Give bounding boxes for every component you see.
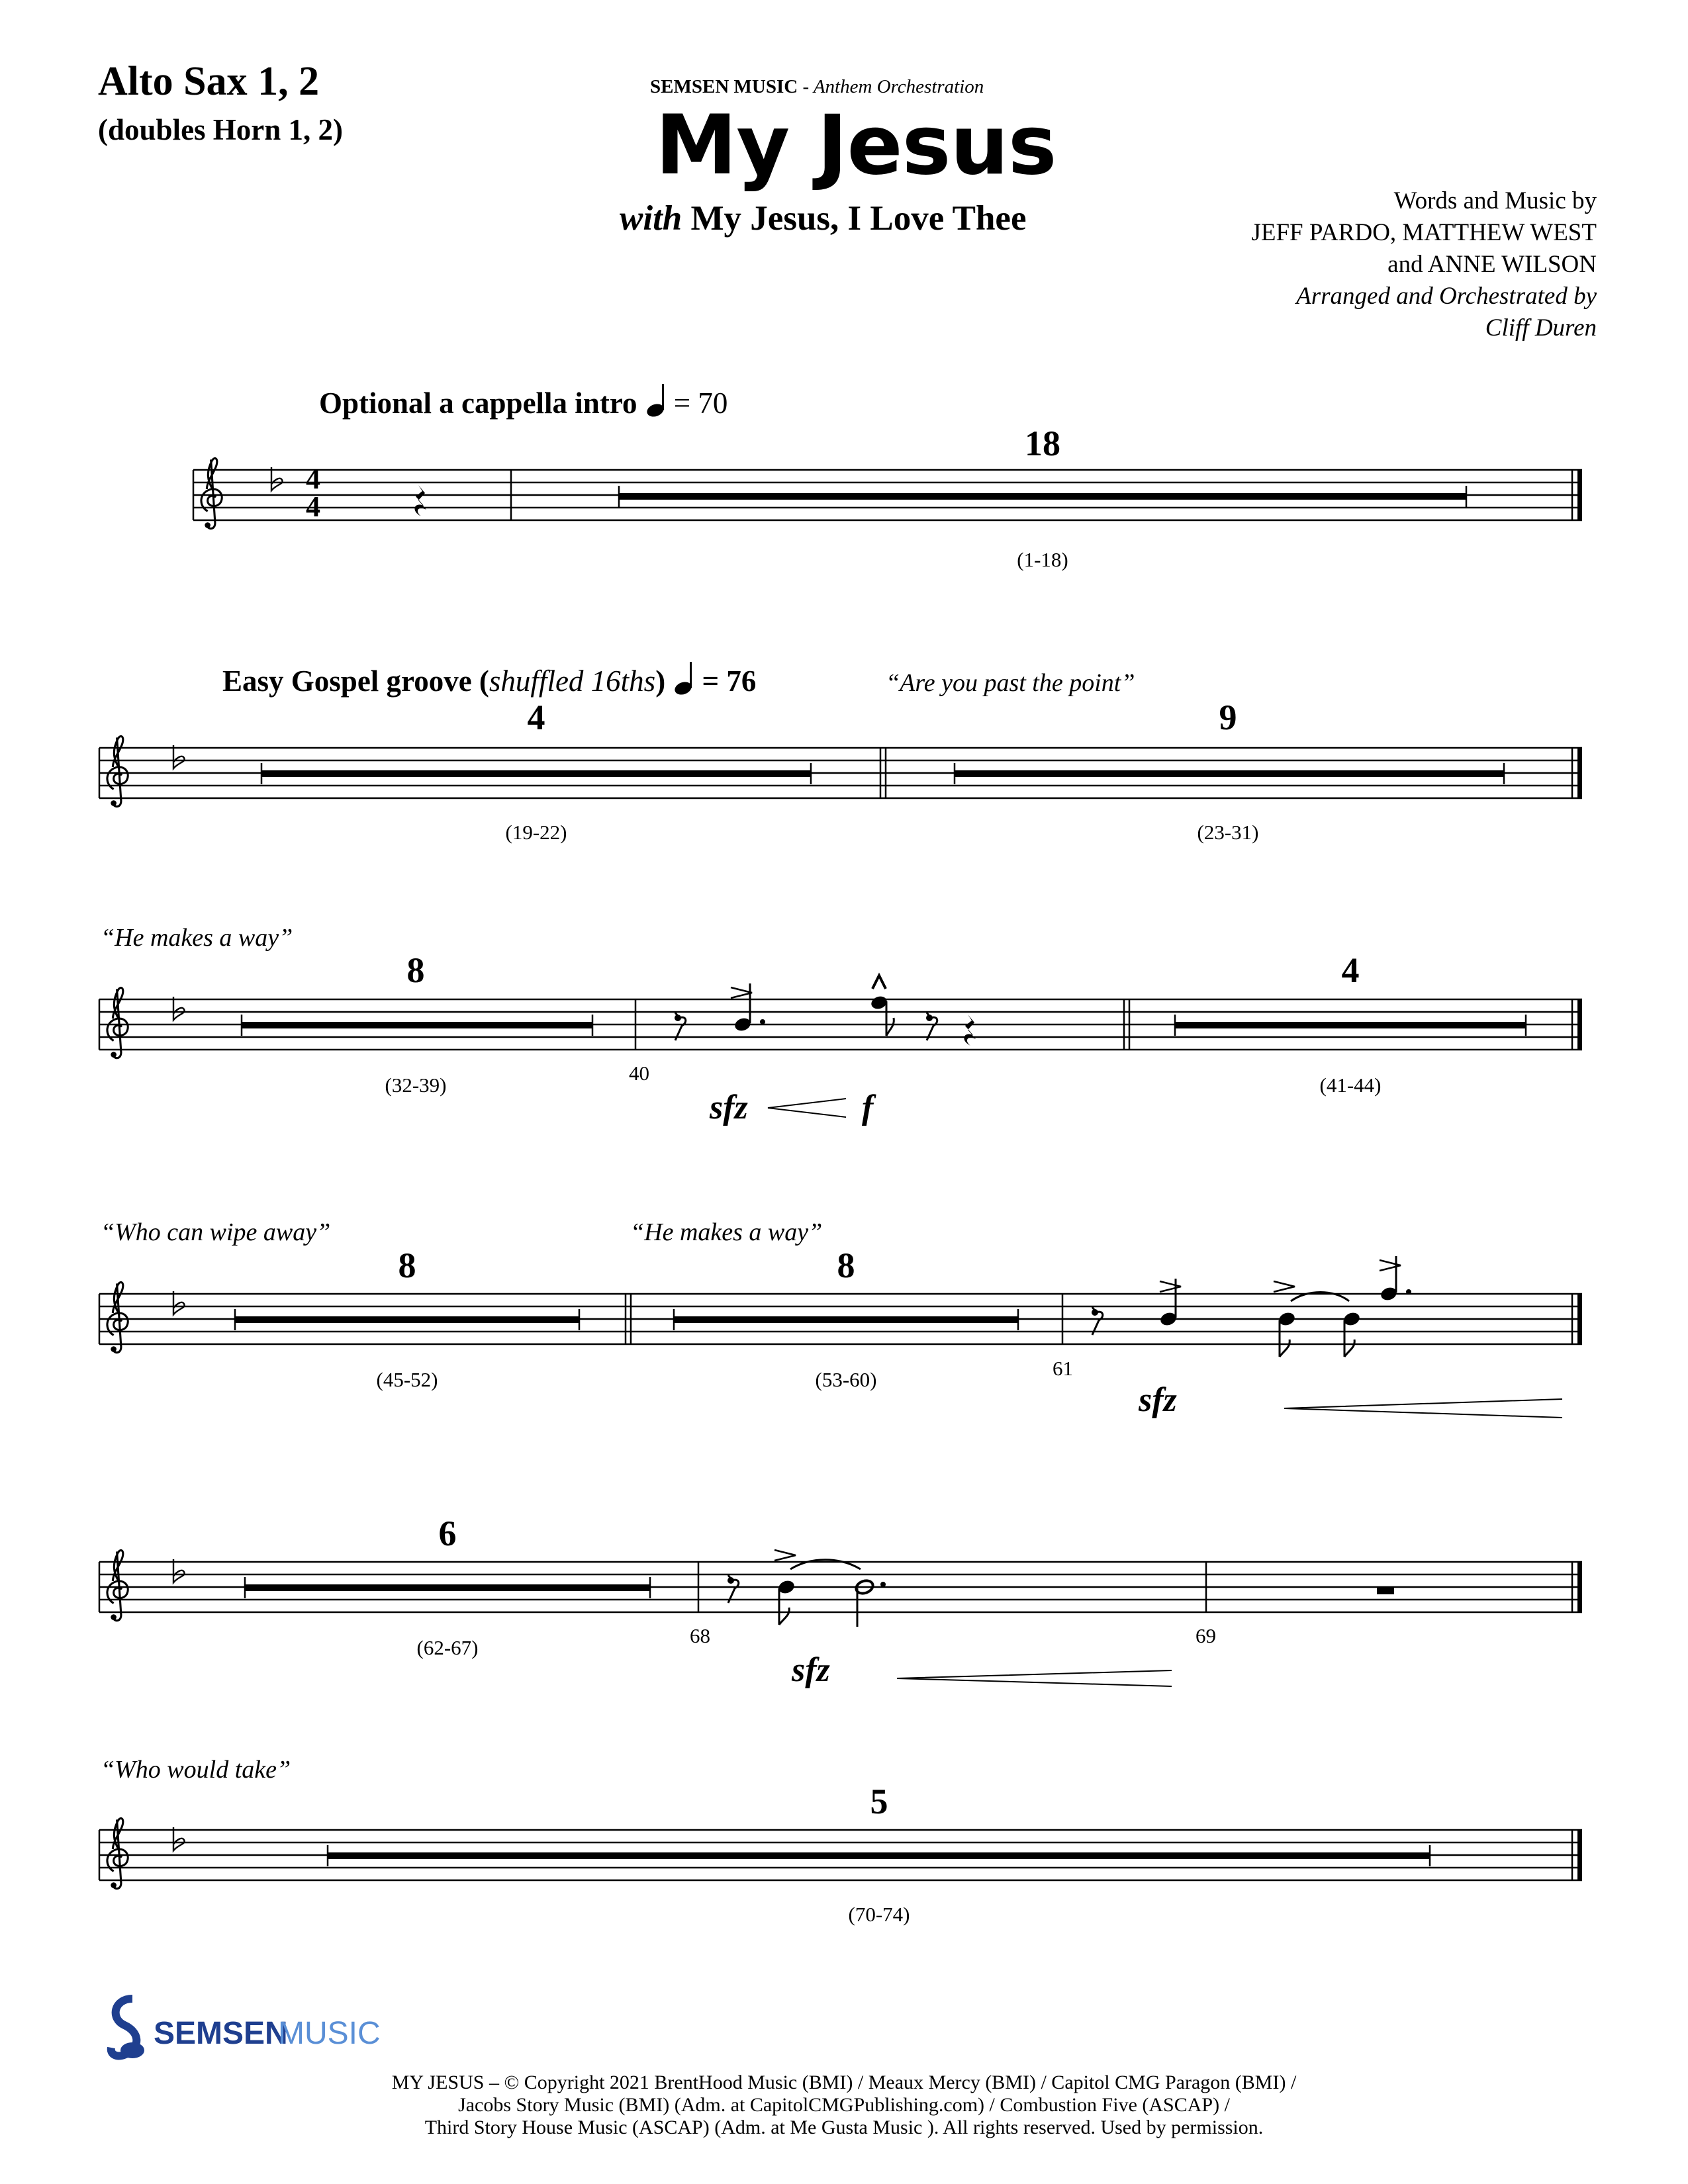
- rest-count: 4: [1341, 950, 1360, 990]
- rest-range: (19-22): [505, 821, 567, 844]
- copyright-notice: [0, 2071, 1688, 2139]
- multi-measure-rest: [235, 1316, 579, 1323]
- lyric-cue: “Are you past the point”: [886, 669, 1135, 697]
- multi-measure-rest: [674, 1316, 1018, 1323]
- measure-number: 68: [690, 1624, 710, 1647]
- rest-range: (45-52): [376, 1368, 438, 1391]
- measure-number: 61: [1053, 1357, 1073, 1380]
- tempo-groove-italic: shuffled 16ths: [489, 664, 656, 698]
- dynamic-marking: sfz: [1139, 1381, 1177, 1419]
- staff-system-6: [99, 1782, 1582, 1926]
- whole-rest: [1377, 1587, 1394, 1594]
- tempo-intro-bpm: = 70: [673, 387, 728, 420]
- rest-range: (62-67): [416, 1636, 479, 1659]
- semsen-music-logo: [111, 1999, 381, 2058]
- copyright-line: MY JESUS – © Copyright 2021 BrentHood Music (BMI) / Meaux Mercy (BMI) / Capitol CMG Paragon (BMI) /: [391, 2071, 1297, 2093]
- copyright-line: Third Story House Music (ASCAP) (Adm. at Me Gusta Music ). All rights reserved. Used by permission.: [424, 2116, 1264, 2138]
- multi-measure-rest: [619, 493, 1466, 500]
- staff-system-1: [193, 424, 1582, 571]
- staff-system-5: [99, 1514, 1582, 1689]
- multi-measure-rest: [1175, 1022, 1526, 1028]
- rest-count: 18: [1025, 424, 1060, 463]
- rest-range: (1-18): [1017, 548, 1068, 571]
- credits-arranger-label: Arranged and Orchestrated by: [1296, 283, 1597, 310]
- staff-system-4: [99, 1246, 1582, 1419]
- credits-arranger: Cliff Duren: [1485, 314, 1597, 341]
- accent-icon: [774, 1550, 796, 1561]
- lyric-cue: “Who can wipe away”: [101, 1218, 331, 1246]
- time-signature-top: 4: [306, 463, 320, 495]
- logo-text-semsen: SEMSEN: [154, 2016, 288, 2051]
- part-doubles: (doubles Horn 1, 2): [98, 113, 344, 146]
- marcato-icon: [872, 976, 886, 989]
- dynamic-marking: sfz: [710, 1089, 748, 1126]
- measure-number: 69: [1196, 1624, 1216, 1647]
- multi-measure-rest: [245, 1584, 650, 1591]
- quarter-rest: [964, 1015, 976, 1046]
- measure-number: 40: [629, 1062, 649, 1085]
- multi-measure-rest: [328, 1852, 1430, 1859]
- rest-count: 5: [870, 1782, 888, 1821]
- staff-system-3: [99, 950, 1582, 1126]
- publisher-series: - Anthem Orchestration: [802, 76, 984, 97]
- subtitle-text: My Jesus, I Love Thee: [690, 199, 1027, 238]
- rest-range: (53-60): [815, 1368, 877, 1391]
- staff-system-2: [99, 698, 1582, 844]
- credits-composers: and ANNE WILSON: [1387, 251, 1597, 278]
- lyric-cue: “He makes a way”: [630, 1218, 823, 1246]
- rest-count: 9: [1219, 698, 1237, 737]
- time-signature-bottom: 4: [306, 490, 320, 523]
- multi-measure-rest: [261, 770, 811, 777]
- decrescendo-hairpin: [768, 1099, 846, 1117]
- crescendo-hairpin: [1284, 1399, 1562, 1418]
- rest-count: 8: [837, 1246, 855, 1285]
- copyright-line: Jacobs Story Music (BMI) (Adm. at CapitolCMGPublishing.com) / Combustion Five (ASCAP) /: [458, 2094, 1230, 2116]
- rest-range: (23-31): [1197, 821, 1259, 844]
- dynamic-marking: f: [862, 1089, 874, 1126]
- credits-composers: JEFF PARDO, MATTHEW WEST: [1251, 219, 1597, 246]
- rest-range: (32-39): [385, 1073, 447, 1097]
- publisher-name: SEMSEN MUSIC: [650, 76, 798, 97]
- rest-range: (70-74): [848, 1903, 910, 1926]
- crescendo-hairpin: [897, 1670, 1172, 1686]
- tempo-groove-close: ): [655, 664, 666, 698]
- dynamic-marking: sfz: [792, 1651, 830, 1689]
- lyric-cue: “He makes a way”: [101, 924, 293, 952]
- rest-range: (41-44): [1319, 1073, 1382, 1097]
- rest-count: 6: [438, 1514, 457, 1553]
- tempo-groove-bpm: = 76: [702, 664, 757, 698]
- credits-line: Words and Music by: [1393, 187, 1597, 214]
- rest-count: 4: [527, 698, 545, 737]
- accent-icon: [731, 987, 752, 998]
- subtitle-prefix: with: [620, 199, 682, 238]
- tempo-groove-text: Easy Gospel groove (: [222, 664, 489, 698]
- part-name: Alto Sax 1, 2: [98, 59, 320, 104]
- multi-measure-rest: [955, 770, 1504, 777]
- rest-count: 8: [398, 1246, 416, 1285]
- logo-text-music: MUSIC: [278, 2016, 381, 2051]
- lyric-cue: “Who would take”: [101, 1756, 291, 1784]
- multi-measure-rest: [242, 1022, 592, 1028]
- accent-icon: [1274, 1281, 1295, 1292]
- tempo-intro-text: Optional a cappella intro: [319, 387, 637, 420]
- song-title: My Jesus: [655, 98, 1056, 193]
- accent-icon: [1380, 1260, 1401, 1271]
- quarter-rest: [414, 485, 426, 516]
- rest-count: 8: [406, 950, 425, 990]
- accent-icon: [1160, 1281, 1181, 1292]
